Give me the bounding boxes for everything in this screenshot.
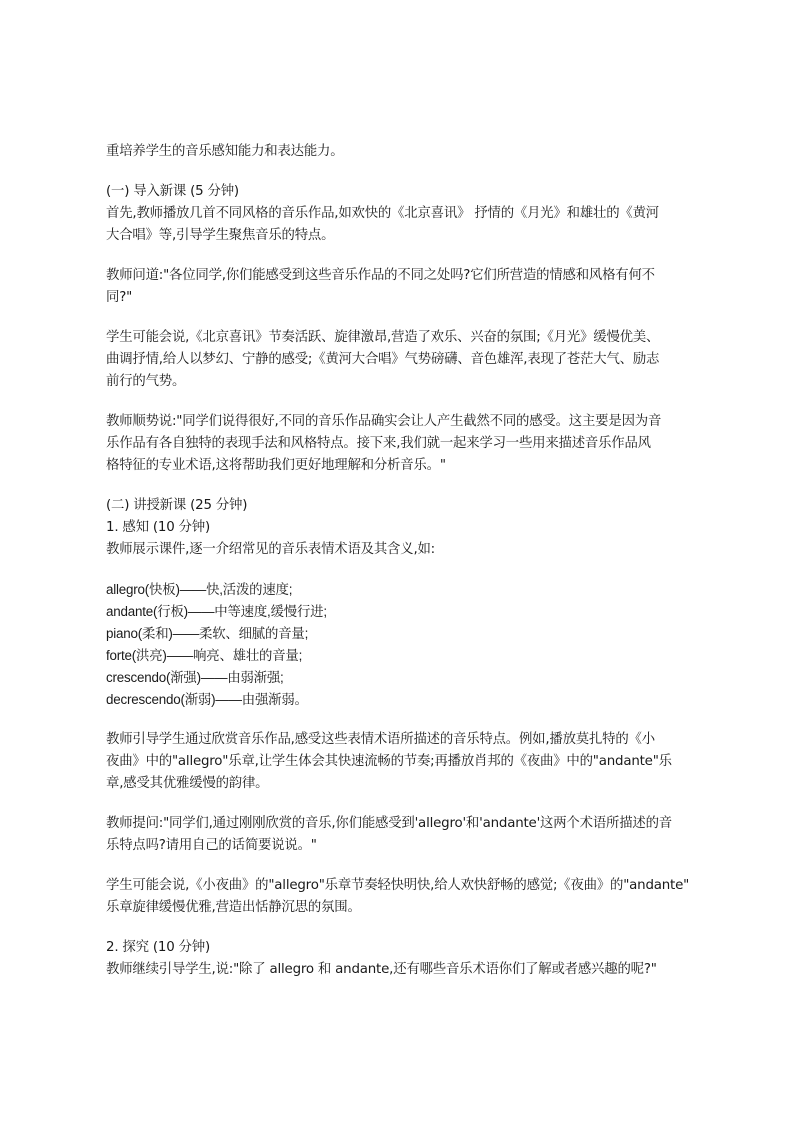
section1-paragraph1-line2: 大合唱》等,引导学生聚焦音乐的特点。 <box>106 228 335 243</box>
document-page <box>106 141 696 981</box>
sub1-paragraph3-line1: 教师提问:"同学们,通过刚刚欣赏的音乐,你们能感受到'allegro'和'andante'这两个术语所描述的音 <box>106 816 672 831</box>
section1-paragraph3-line1: 学生可能会说,《北京喜讯》节奏活跃、旋律激昂,营造了欢乐、兴奋的氛围;《月光》缓慢优美、 <box>106 330 660 345</box>
intro-text: 重培养学生的音乐感知能力和表达能力。 <box>106 144 344 159</box>
section1-paragraph2-line2: 同?" <box>106 290 133 305</box>
section1-paragraph4-line1: 教师顺势说:"同学们说得很好,不同的音乐作品确实会让人产生截然不同的感受。这主要是因为音 <box>106 414 662 429</box>
sub1-intro: 教师展示课件,逐一介绍常见的音乐表情术语及其含义,如: <box>106 542 435 557</box>
sub1-heading: 1. 感知 (10 分钟) <box>106 520 210 535</box>
sub1-paragraph4-line2: 乐章旋律缓慢优雅,营造出恬静沉思的氛围。 <box>106 900 361 915</box>
term-crescendo: crescendo(渐强)——由弱渐强; <box>106 670 284 685</box>
sub2-paragraph1: 教师继续引导学生,说:"除了 allegro 和 andante,还有哪些音乐术语你们了解或者感兴趣的呢?" <box>106 962 657 977</box>
sub2-heading: 2. 探究 (10 分钟) <box>106 940 210 955</box>
sub1-paragraph4-line1: 学生可能会说,《小夜曲》的"allegro"乐章节奏轻快明快,给人欢快舒畅的感觉;《夜曲》的"andante" <box>106 878 690 893</box>
section1-paragraph4-line2: 乐作品有各自独特的表现手法和风格特点。接下来,我们就一起来学习一些用来描述音乐作品风 <box>106 436 651 451</box>
section1-paragraph3-line3: 前行的气势。 <box>106 374 186 389</box>
sub1-paragraph2-line3: 章,感受其优雅缓慢的韵律。 <box>106 776 269 791</box>
section1-paragraph3-line2: 曲调抒情,给人以梦幻、宁静的感受;《黄河大合唱》气势磅礴、音色雄浑,表现了苍茫大气、励志 <box>106 352 660 367</box>
section1-paragraph4-line3: 格特征的专业术语,这将帮助我们更好地理解和分析音乐。" <box>106 458 446 473</box>
sub1-paragraph3-line2: 乐特点吗?请用自己的话简要说说。" <box>106 838 317 853</box>
section1-paragraph2-line1: 教师问道:"各位同学,你们能感受到这些音乐作品的不同之处吗?它们所营造的情感和风格有何不 <box>106 268 655 283</box>
section1-heading: (一) 导入新课 (5 分钟) <box>106 184 239 199</box>
term-andante: andante(行板)——中等速度,缓慢行进; <box>106 604 327 619</box>
term-allegro: allegro(快板)——快,活泼的速度; <box>106 582 293 597</box>
section1-paragraph1-line1: 首先,教师播放几首不同风格的音乐作品,如欢快的《北京喜讯》 抒情的《月光》和雄壮的《黄河 <box>106 206 659 221</box>
term-piano: piano(柔和)——柔软、细腻的音量; <box>106 626 309 641</box>
term-forte: forte(洪亮)——响亮、雄壮的音量; <box>106 648 303 663</box>
term-decrescendo: decrescendo(渐弱)——由强渐弱。 <box>106 692 308 707</box>
sub1-paragraph2-line2: 夜曲》中的"allegro"乐章,让学生体会其快速流畅的节奏;再播放肖邦的《夜曲》中的"andante"乐 <box>106 754 672 769</box>
sub1-paragraph2-line1: 教师引导学生通过欣赏音乐作品,感受这些表情术语所描述的音乐特点。例如,播放莫扎特的《小 <box>106 732 655 747</box>
section2-heading: (二) 讲授新课 (25 分钟) <box>106 498 248 513</box>
